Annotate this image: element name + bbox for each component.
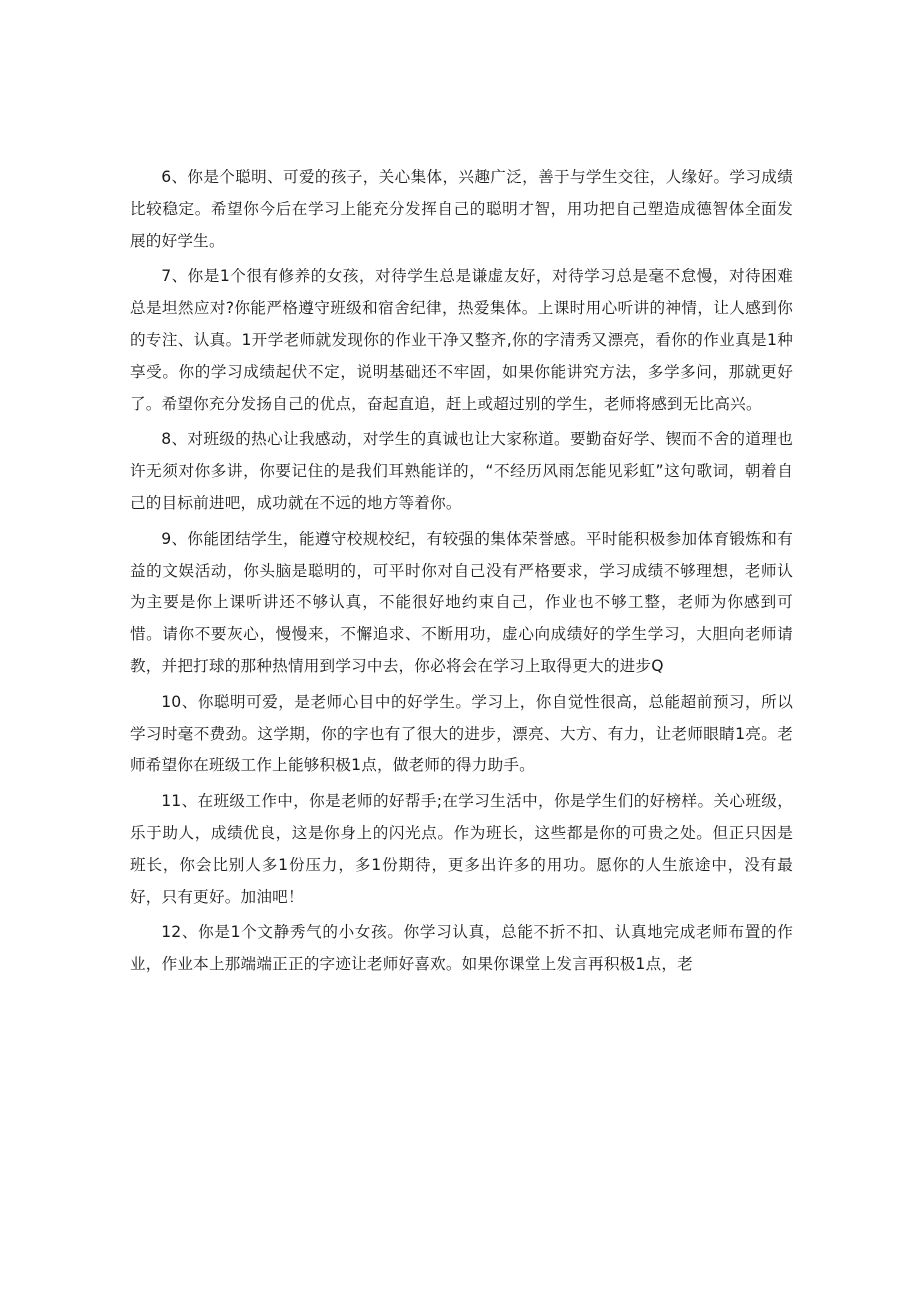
paragraph-8: 8、对班级的热心让我感动，对学生的真诚也让大家称道。要勤奋好学、锲而不舍的道理也许无须对你多讲，你要记住的是我们耳熟能详的，“不经历风雨怎能见彩虹”这句歌词，朝着自己的目标前进吧，成功就在不远的地方等着你。 xyxy=(130,430,793,512)
paragraph-9: 9、你能团结学生，能遵守校规校纪，有较强的集体荣誉感。平时能积极参加体育锻炼和有益的文娱活动，你头脑是聪明的，可平时你对自己没有严格要求，学习成绩不够理想，老师认为主要是你上课听讲还不够认真，不能很好地约束自己，作业也不够工整，老师为你感到可惜。请你不要灰心，慢慢来，不懈追求、不断用功，虚心向成绩好的学生学习，大胆向老师请教，并把打球的那种热情用到学习中去，你必将会在学习上取得更大的进步Q xyxy=(130,529,793,675)
paragraph-12: 12、你是1个文静秀气的小女孩。你学习认真，总能不折不扣、认真地完成老师布置的作业，作业本上那端端正正的字迹让老师好喜欢。如果你课堂上发言再积极1点，老 xyxy=(130,923,793,974)
paragraph-11: 11、在班级工作中，你是老师的好帮手;在学习生活中，你是学生们的好榜样。关心班级，乐于助人，成绩优良，这是你身上的闪光点。作为班长，这些都是你的可贵之处。但正只因是班长，你会比别人多1份压力，多1份期待，更多出许多的用功。愿你的人生旅途中，没有最好，只有更好。加油吧！ xyxy=(130,792,793,906)
document-body xyxy=(130,162,793,985)
paragraph-10: 10、你聪明可爱，是老师心目中的好学生。学习上，你自觉性很高，总能超前预习，所以学习时毫不费劲。这学期，你的字也有了很大的进步，漂亮、大方、有力，让老师眼睛1亮。老师希望你在班级工作上能够积极1点，做老师的得力助手。 xyxy=(130,692,793,775)
paragraph-6: 6、你是个聪明、可爱的孩子，关心集体，兴趣广泛，善于与学生交往，人缘好。学习成绩比较稳定。希望你今后在学习上能充分发挥自己的聪明才智，用功把自己塑造成德智体全面发展的好学生。 xyxy=(130,168,793,250)
paragraph-7: 7、你是1个很有修养的女孩，对待学生总是谦虚友好，对待学习总是毫不怠慢，对待困难总是坦然应对?你能严格遵守班级和宿舍纪律，热爱集体。上课时用心听讲的神情，让人感到你的专注、认真。1开学老师就发现你的作业干净又整齐,你的字清秀又漂亮，看你的作业真是1种享受。你的学习成绩起伏不定，说明基础还不牢固，如果你能讲究方法，多学多问，那就更好了。希望你充分发扬自己的优点，奋起直追，赶上或超过别的学生，老师将感到无比高兴。 xyxy=(130,267,793,413)
